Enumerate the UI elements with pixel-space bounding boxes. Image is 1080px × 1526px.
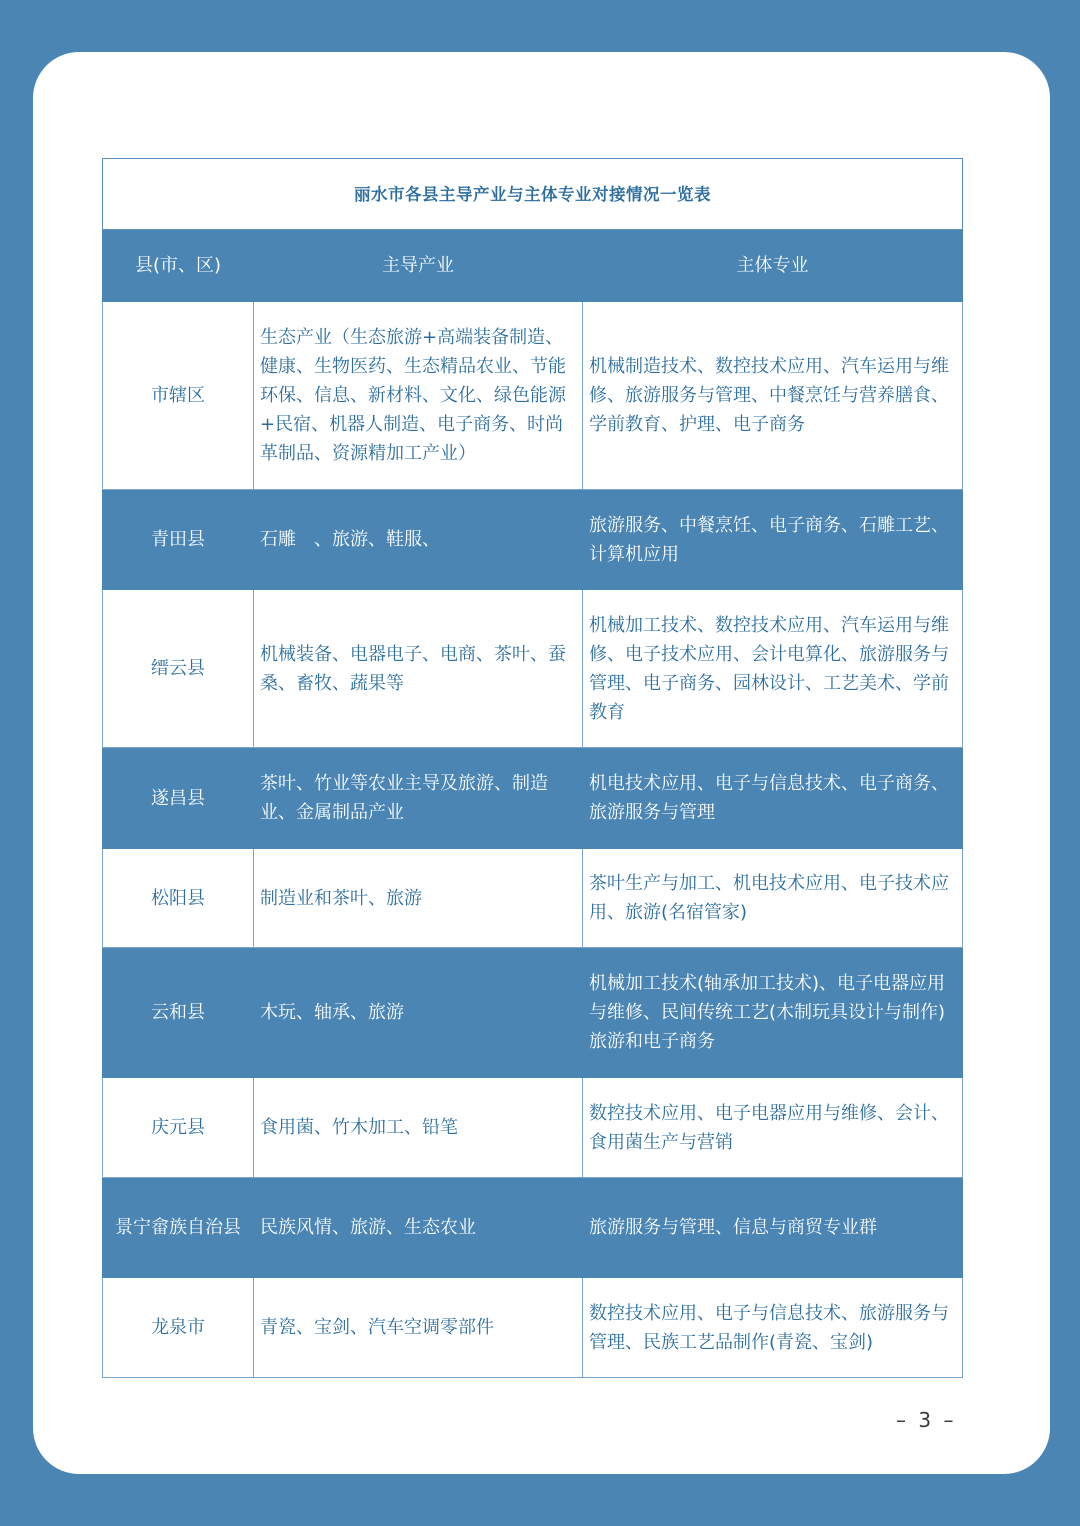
industry-cell: 石雕 、旅游、鞋服、 <box>254 490 583 590</box>
industry-cell: 民族风情、旅游、生态农业 <box>254 1178 583 1278</box>
table-header-row <box>103 230 963 302</box>
table-row <box>103 490 963 590</box>
table-row <box>103 849 963 948</box>
county-cell: 龙泉市 <box>103 1278 254 1378</box>
majors-cell: 旅游服务与管理、信息与商贸专业群 <box>583 1178 963 1278</box>
majors-cell: 机械加工技术(轴承加工技术)、电子电器应用与维修、民间传统工艺(木制玩具设计与制作)旅游和电子商务 <box>583 948 963 1078</box>
county-cell: 市辖区 <box>103 302 254 490</box>
county-cell: 遂昌县 <box>103 748 254 849</box>
industry-cell: 木玩、轴承、旅游 <box>254 948 583 1078</box>
majors-cell: 茶叶生产与加工、机电技术应用、电子技术应用、旅游(名宿管家) <box>583 849 963 948</box>
industry-cell: 制造业和茶叶、旅游 <box>254 849 583 948</box>
industry-cell: 生态产业（生态旅游+高端装备制造、健康、生物医药、生态精品农业、节能环保、信息、新材料、文化、绿色能源+民宿、机器人制造、电子商务、时尚革制品、资源精加工产业） <box>254 302 583 490</box>
table-row <box>103 1278 963 1378</box>
majors-cell: 旅游服务、中餐烹饪、电子商务、石雕工艺、计算机应用 <box>583 490 963 590</box>
table-row <box>103 590 963 748</box>
page-number: – 3 – <box>896 1408 957 1432</box>
header-county: 县(市、区) <box>103 230 254 302</box>
majors-cell: 机电技术应用、电子与信息技术、电子商务、旅游服务与管理 <box>583 748 963 849</box>
county-cell: 松阳县 <box>103 849 254 948</box>
majors-cell: 数控技术应用、电子与信息技术、旅游服务与管理、民族工艺品制作(青瓷、宝剑) <box>583 1278 963 1378</box>
header-majors: 主体专业 <box>583 230 963 302</box>
county-cell: 景宁畲族自治县 <box>103 1178 254 1278</box>
table-row <box>103 1178 963 1278</box>
county-cell: 庆元县 <box>103 1078 254 1178</box>
table-title: 丽水市各县主导产业与主体专业对接情况一览表 <box>103 159 963 230</box>
majors-cell: 数控技术应用、电子电器应用与维修、会计、食用菌生产与营销 <box>583 1078 963 1178</box>
table-row <box>103 948 963 1078</box>
table-row <box>103 748 963 849</box>
majors-cell: 机械制造技术、数控技术应用、汽车运用与维修、旅游服务与管理、中餐烹饪与营养膳食、学前教育、护理、电子商务 <box>583 302 963 490</box>
industry-cell: 青瓷、宝剑、汽车空调零部件 <box>254 1278 583 1378</box>
table-row <box>103 302 963 490</box>
industry-cell: 机械装备、电器电子、电商、茶叶、蚕桑、畜牧、蔬果等 <box>254 590 583 748</box>
industry-cell: 食用菌、竹木加工、铅笔 <box>254 1078 583 1178</box>
header-industry: 主导产业 <box>254 230 583 302</box>
industry-majors-table <box>102 158 963 1378</box>
county-cell: 青田县 <box>103 490 254 590</box>
table-title-row <box>103 159 963 230</box>
majors-cell: 机械加工技术、数控技术应用、汽车运用与维修、电子技术应用、会计电算化、旅游服务与管理、电子商务、园林设计、工艺美术、学前教育 <box>583 590 963 748</box>
industry-cell: 茶叶、竹业等农业主导及旅游、制造业、金属制品产业 <box>254 748 583 849</box>
table-row <box>103 1078 963 1178</box>
county-cell: 缙云县 <box>103 590 254 748</box>
county-cell: 云和县 <box>103 948 254 1078</box>
